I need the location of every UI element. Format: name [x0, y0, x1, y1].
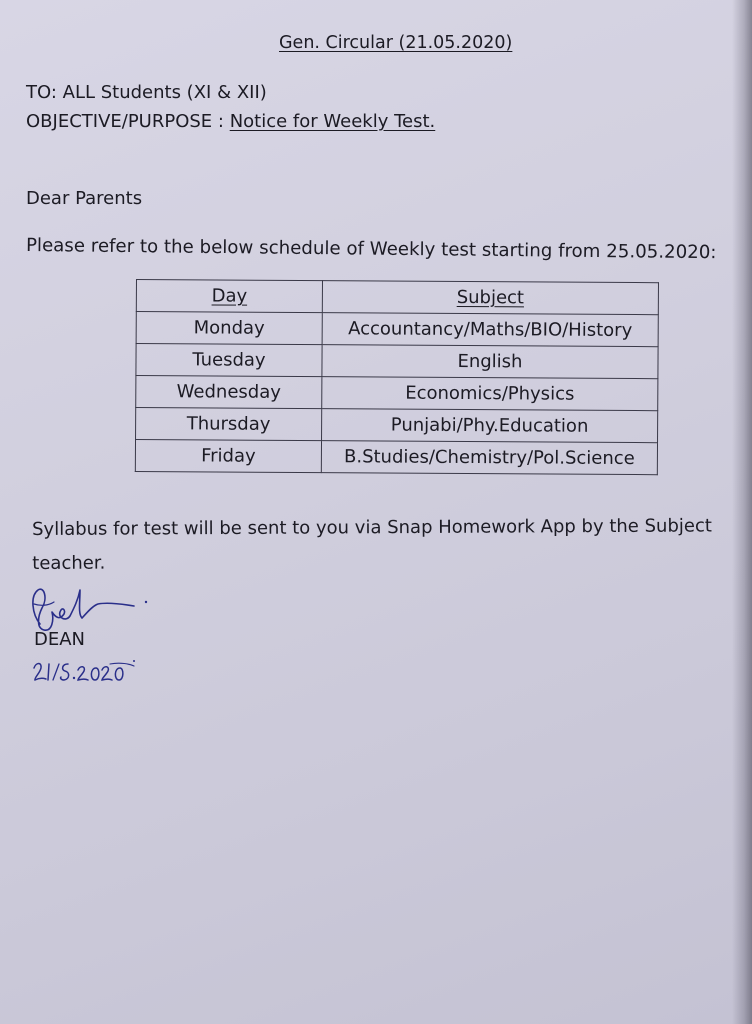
- day-cell: Tuesday: [136, 344, 322, 377]
- table-header-row: [136, 280, 658, 315]
- to-line: TO: ALL Students (XI & XII): [26, 82, 267, 103]
- schedule-table: [135, 279, 659, 475]
- day-cell: Friday: [135, 440, 321, 473]
- table-row: [135, 440, 657, 475]
- day-cell: Monday: [136, 312, 322, 345]
- header-subject: Subject: [322, 281, 658, 315]
- syllabus-note: [32, 509, 752, 581]
- salutation: Dear Parents: [26, 188, 143, 209]
- table-row: [136, 376, 658, 411]
- syllabus-line-1: Syllabus for test will be sent to you via Snap Homework App by the Subject: [32, 515, 712, 540]
- day-cell: Thursday: [136, 408, 322, 441]
- signatory-title: DEAN: [34, 629, 86, 650]
- day-cell: Wednesday: [136, 376, 322, 409]
- subject-cell: B.Studies/Chemistry/Pol.Science: [321, 441, 657, 475]
- intro-text: Please refer to the below schedule of Weekly test starting from 25.05.2020:: [25, 235, 717, 264]
- header-day: Day: [136, 280, 322, 313]
- circular-title: Gen. Circular (21.05.2020): [279, 33, 513, 53]
- handwritten-date-image: [30, 656, 140, 686]
- syllabus-line-2: teacher.: [32, 552, 106, 574]
- objective-label: OBJECTIVE/PURPOSE :: [26, 111, 230, 132]
- table-row: [136, 312, 658, 347]
- table-row: [136, 344, 658, 379]
- objective-line: [26, 111, 435, 132]
- table-row: [136, 408, 658, 443]
- subject-cell: Accountancy/Maths/BIO/History: [322, 313, 658, 347]
- subject-cell: Economics/Physics: [322, 377, 658, 411]
- subject-cell: English: [322, 345, 658, 379]
- subject-cell: Punjabi/Phy.Education: [322, 409, 658, 443]
- objective-value: Notice for Weekly Test.: [229, 111, 436, 132]
